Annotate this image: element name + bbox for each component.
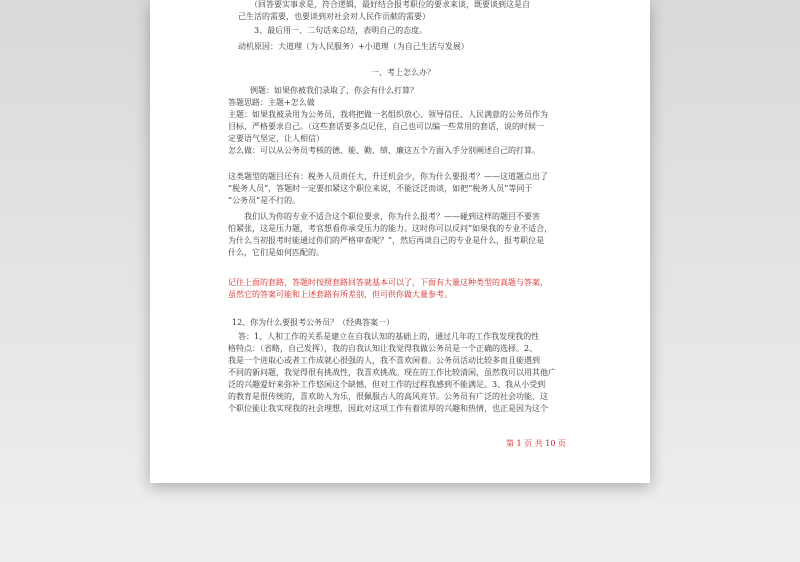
text-line: 例题：如果你被我们录取了，你会有什么打算？ [250,86,418,95]
highlight-note: 记住上面的套路，答题时按照套路回答就基本可以了，下面有大量这种类型的真题与答案， [228,278,548,287]
text-line: 个职位能让我实现我的社会理想，因此对这项工作有着浓厚的兴趣和热情，也正是因为这个 [228,404,548,413]
text-line: 我们认为你的专业不适合这个职位要求，你为什么报考？——碰到这样的题目不要害 [244,212,540,221]
section-heading: 一、考上怎么办？ [371,68,435,77]
text-line: 己生活的需要，也要谈到对社会对人民作贡献的需要） [238,12,430,21]
text-line: 怎么做：可以从公务员考核的德、能、勤、绩、廉这五个方面入手分别阐述自己的打算。 [228,146,540,155]
text-line: 3、最后用一、二句话来总结，表明自己的态度。 [254,26,428,35]
text-line: 泛的兴趣爱好来弥补工作悠闲这个缺憾，但对工作的过程我感到不能满足。3、我从小受到 [228,380,546,389]
text-line: 什么，它们是如何匹配的。 [228,248,324,257]
text-line: “公务员”是不行的。 [228,196,301,205]
page-number: 第 1 页 共 10 页 [506,439,566,448]
text-line: 答题思路：主题+怎么做 [228,98,315,107]
text-line: 动机原因：大道理（为人民服务）+小道理（为自己生活与发展） [238,42,469,51]
text-line: 主题：如果我被录用为公务员，我将把做一名组织放心、领导信任、人民满意的公务员作为 [228,110,548,119]
text-line: （回答要实事求是，符合逻辑，最好结合报考职位的要求来谈，既要谈到这是自 [250,0,530,9]
text-line: 怕紧张，这是压力题，考官想看你承受压力的能力。这时你可以反问“如果我的专业不适合， [228,224,553,233]
text-line: 格特点：（省略，自己发挥），我的自我认知让我觉得我做公务员是一个正确的选择。2、 [228,344,538,353]
text-line: 不同的新问题，我觉得很有挑战性，我喜欢挑战。现在的工作比较清闲，虽然我可以用其他广 [228,368,556,377]
text-line: 答：1、人和工作的关系是建立在自我认知的基础上的，通过几年的工作我发现我的性 [238,332,540,341]
highlight-note: 虽然它的答案可能和上述套路有所差别，但可供你做大量参考。 [228,290,452,299]
text-line: 目标，严格要求自己。（这些套话要多点记住，自己也可以编一些常用的套话，说的时候一 [228,122,544,131]
text-line: 的教育是很传统的，喜欢助人为乐，很佩服古人的高风亮节。公务员有广泛的社会功能，这 [228,392,548,401]
question-heading: 12、你为什么要报考公务员？（经典答案一） [232,318,395,327]
text-line: 这类题型的题目还有：税务人员责任大，升迁机会少，你为什么要报考？——这道题点出了 [228,172,548,181]
text-line: 为什么当初报考时能通过你们的严格审查呢？”，然后再谈自己的专业是什么，报考职位是 [228,236,545,245]
document-page [150,0,650,483]
text-line: 定要语气坚定，让人相信） [228,134,324,143]
text-line: 我是一个进取心或者工作成就心很强的人，我不喜欢闲着。公务员活动比较多而且能遇到 [228,356,540,365]
text-line: “税务人员”，答题时一定要扣紧这个职位来说，不能泛泛而谈，如把“税务人员”等同于 [228,184,533,193]
